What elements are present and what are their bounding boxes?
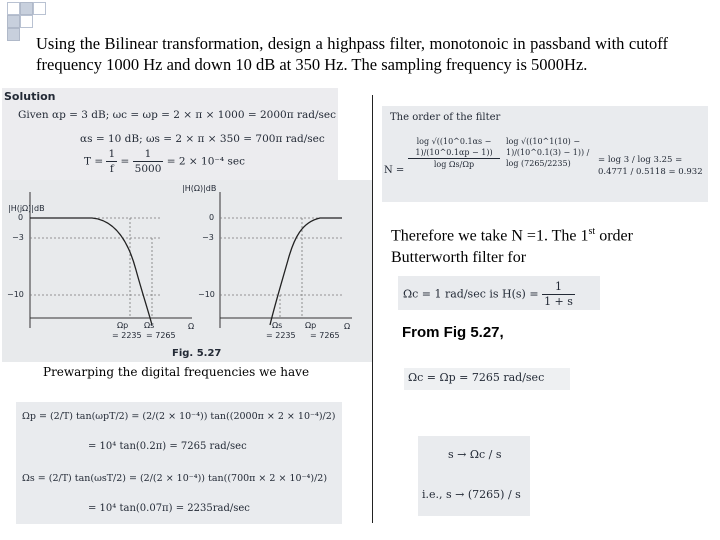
left-tick-10: −10: [7, 290, 24, 299]
problem-statement: Using the Bilinear transformation, design a highpass filter, monotonoic in passband with cutoff frequency 1000 Hz and down 10 dB at 350 Hz. The sampling frequency is 5000Hz.: [36, 34, 668, 74]
substitution-line-2: i.e., s → (7265) / s: [422, 488, 521, 501]
right-x-axis: Ω: [344, 322, 351, 331]
solution-heading: Solution: [4, 90, 56, 103]
right-tick-10: −10: [198, 290, 215, 299]
right-x-omega-s: Ωs: [272, 321, 283, 330]
right-x-val1: = 2235: [266, 331, 296, 340]
left-x-val2: = 7265: [146, 331, 176, 340]
slide-bullet-decoration: [20, 2, 33, 15]
given-line-2: αs = 10 dB; ωs = 2 × π × 350 = 700π rad/sec: [80, 133, 325, 145]
omega-c-scan: [404, 368, 570, 390]
order-denominator: log Ωs/Ωp: [433, 160, 475, 169]
left-tick-3: −3: [12, 233, 24, 242]
left-x-omega-p: Ωp: [117, 321, 129, 330]
slide-bullet-decoration: [7, 15, 20, 28]
order-general-fraction: [408, 136, 500, 170]
slide-bullet-decoration: [7, 2, 20, 15]
from-fig-text: From Fig 5.27,: [402, 324, 504, 341]
filter-order-scan: [382, 106, 708, 202]
butterworth-tf-scan: [398, 276, 600, 310]
left-x-axis: Ω: [188, 322, 195, 331]
figure-5-27-scan: [2, 180, 372, 362]
right-tick-0: 0: [209, 213, 215, 222]
order-N-label: N =: [384, 165, 405, 176]
prewarp-line-4: = 10⁴ tan(0.07π) = 2235rad/sec: [88, 503, 250, 514]
order-result: = log 3 / log 3.25 = 0.4771 / 0.5118 = 0.932: [598, 155, 703, 177]
right-x-val2: = 7265: [310, 331, 340, 340]
omega-c-equation: Ωc = Ωp = 7265 rad/sec: [408, 371, 545, 384]
slide-bullet-decoration: [33, 2, 46, 15]
slide-bullet-decoration: [20, 15, 33, 28]
order-heading: The order of the filter: [390, 112, 501, 123]
given-line-3: T = $\frac{1}{f}$ = $\frac{1}{5000}$ = 2 × 10⁻⁴ sec: [84, 148, 245, 175]
figure-caption: Fig. 5.27: [172, 348, 222, 359]
column-divider: [372, 95, 373, 523]
order-numerator: log √((10^0.1αs − 1)/(10^0.1αp − 1)): [408, 136, 500, 159]
left-x-omega-s: Ωs: [144, 321, 155, 330]
prewarp-line-3: Ωs = (2/T) tan(ωsT/2) = (2/(2 × 10⁻⁴)) tan((700π × 2 × 10⁻⁴)/2): [22, 473, 328, 484]
left-x-val1: = 2235: [112, 331, 142, 340]
therefore-text: Therefore we take N =1. The 1st order Butterworth filter for: [391, 226, 633, 267]
substitution-line-1: s → Ωc / s: [448, 448, 502, 461]
prewarp-equations-scan: [16, 402, 342, 524]
right-plot-ylabel: |H(Ω)|dB: [182, 184, 217, 193]
solution-given-scan: [2, 88, 338, 180]
left-tick-0: 0: [18, 213, 24, 222]
right-x-omega-p: Ωp: [305, 321, 317, 330]
right-tick-3: −3: [202, 233, 214, 242]
left-plot-ylabel: |H(jΩ)|dB: [8, 204, 45, 213]
order-substituted: log √((10^1(10) − 1)/(10^0.1(3) − 1)) / log (7265/2235): [506, 137, 590, 168]
slide-bullet-decoration: [7, 28, 20, 41]
prewarp-line-2: = 10⁴ tan(0.2π) = 7265 rad/sec: [88, 441, 247, 452]
given-line-1: Given αp = 3 dB; ωc = ωp = 2 × π × 1000 = 2000π rad/sec: [18, 109, 336, 121]
prewarp-text: Prewarping the digital frequencies we have: [43, 365, 310, 379]
butterworth-tf: Ωc = 1 rad/sec is H(s) = $\frac{1}{1 + s}$: [403, 280, 573, 308]
prewarp-line-1: Ωp = (2/T) tan(ωpT/2) = (2/(2 × 10⁻⁴)) tan((2000π × 2 × 10⁻⁴)/2): [22, 411, 336, 422]
substitution-scan: [418, 436, 530, 516]
